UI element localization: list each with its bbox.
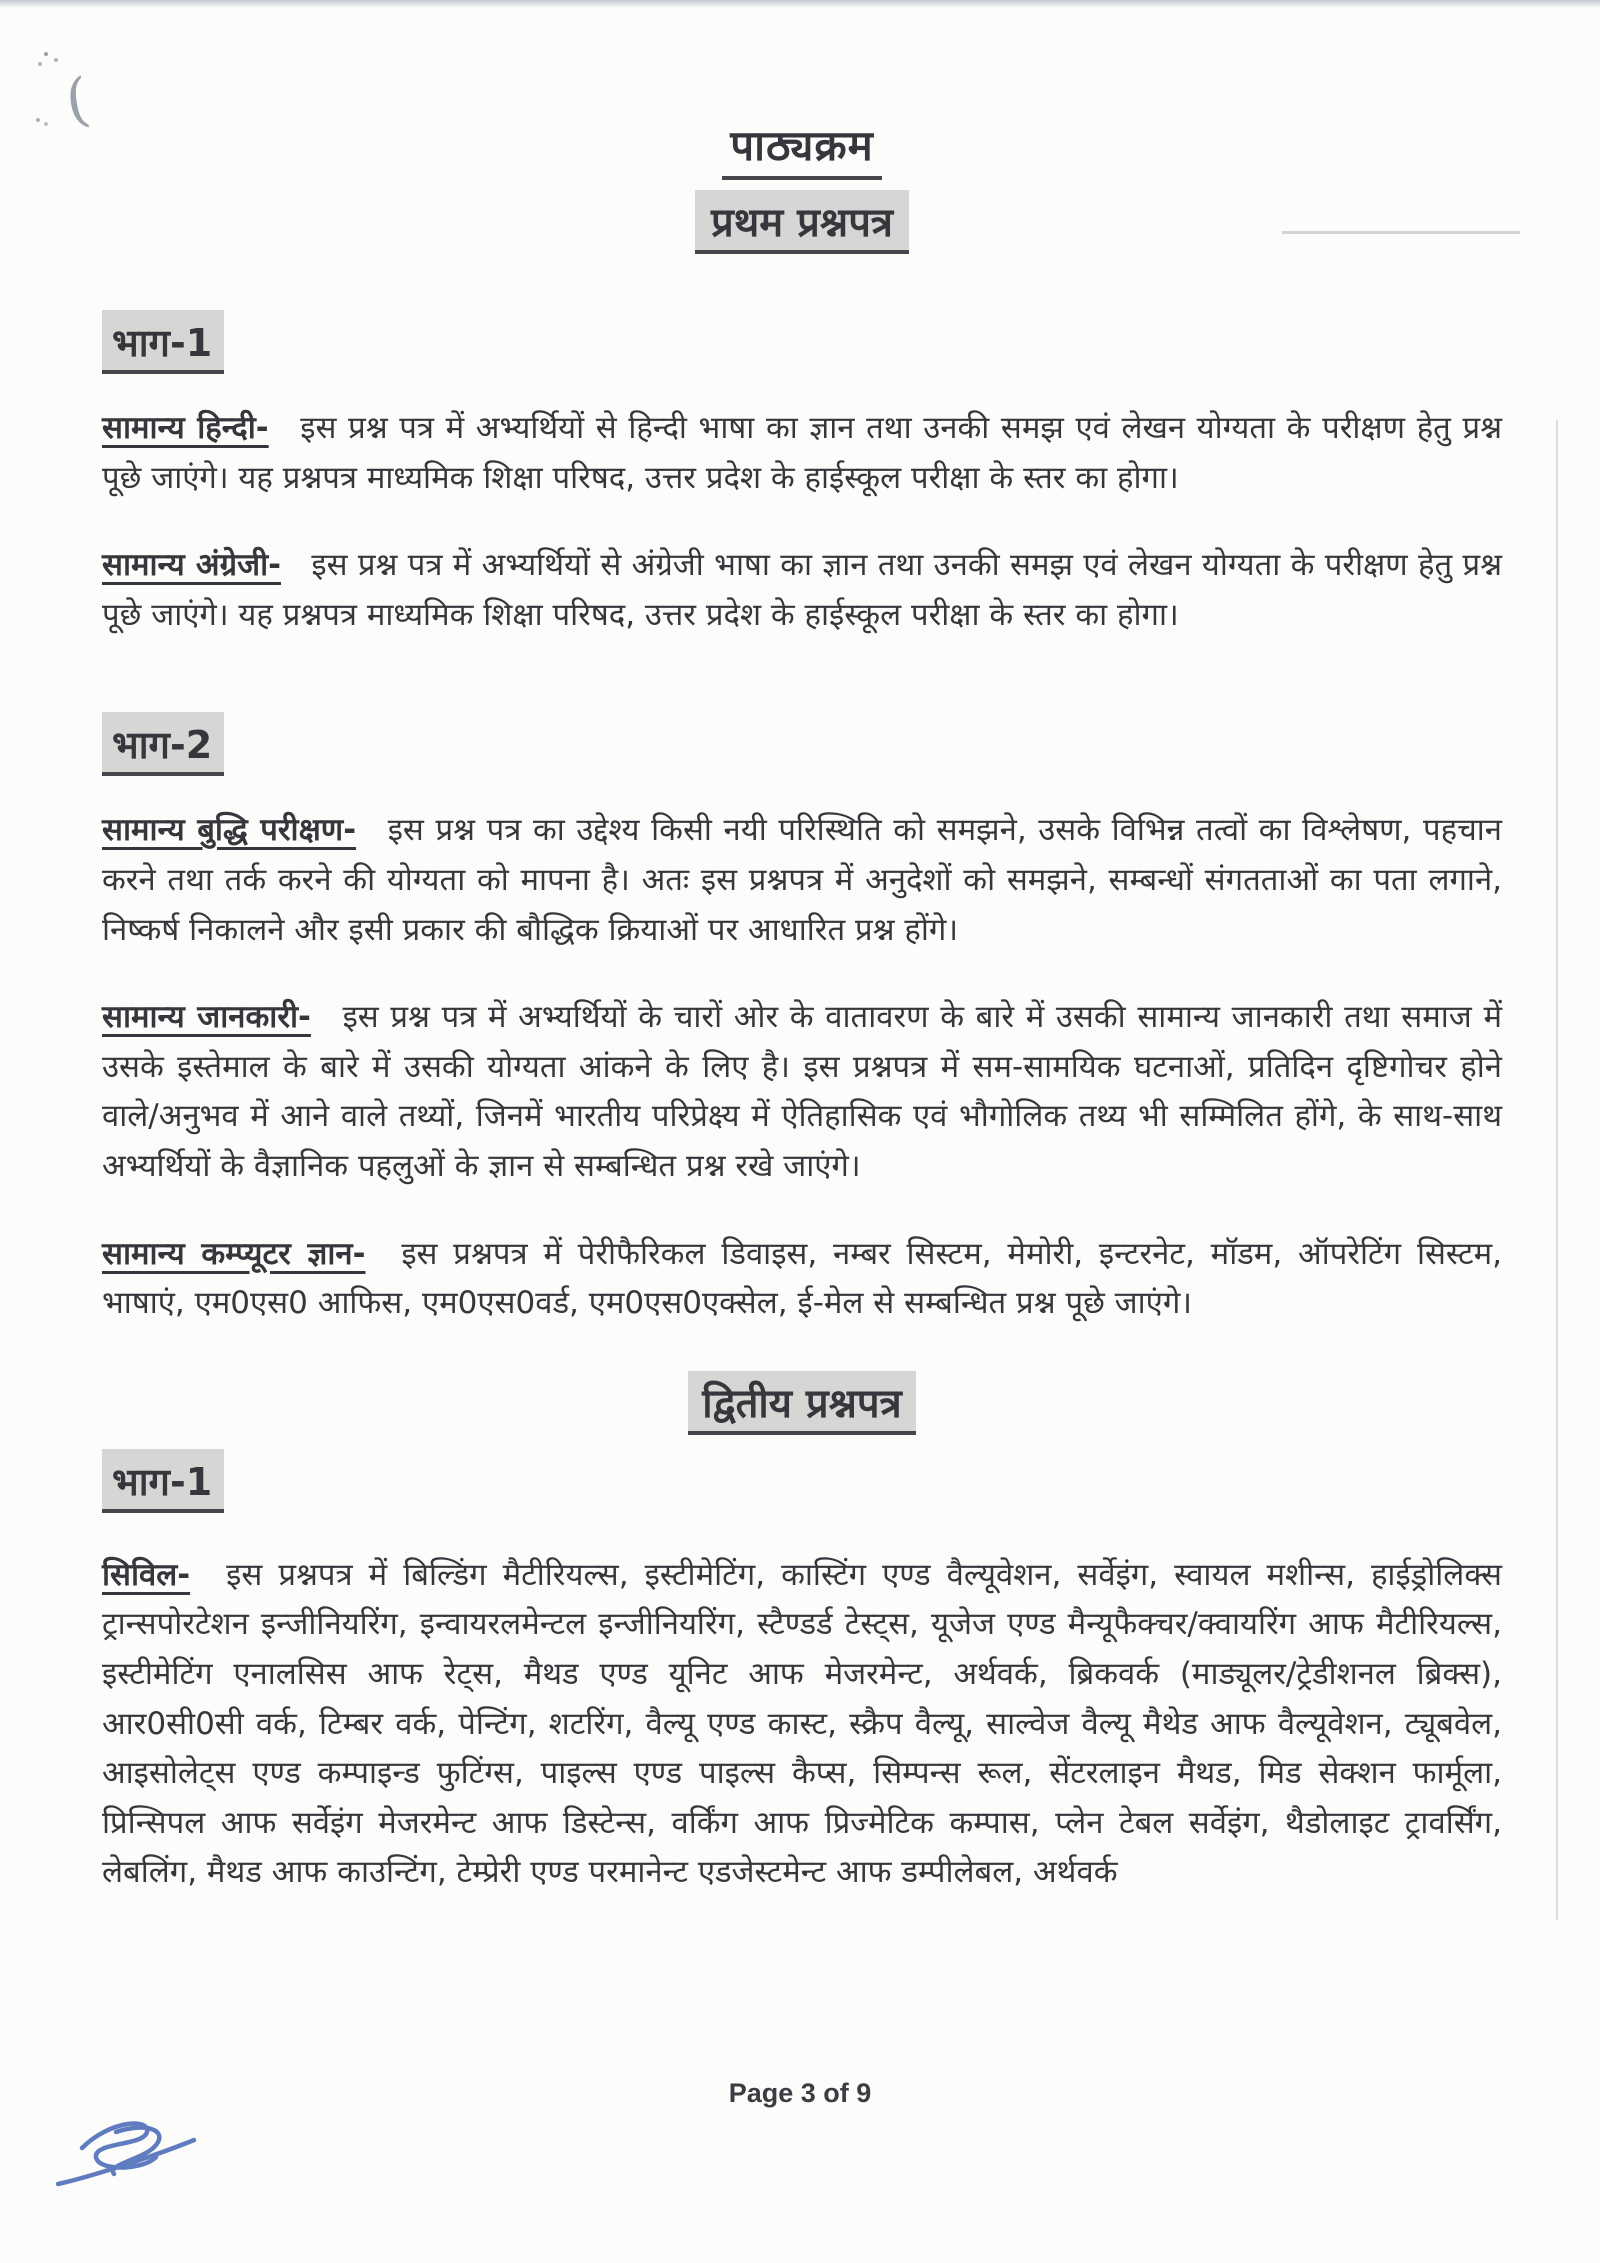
page-number-footer: Page 3 of 9 bbox=[728, 2078, 872, 2108]
paragraph-lead: सामान्य अंग्रेजी- bbox=[102, 547, 282, 584]
paper1-heading bbox=[102, 190, 1502, 254]
paragraph-lead: सामान्य बुद्धि परीक्षण- bbox=[102, 812, 357, 849]
paragraph-text: इस प्रश्न पत्र का उद्देश्य किसी नयी परिस्थिति को समझने, उसके विभिन्न तत्वों का विश्लेषण, पहचान करने तथा तर्क करने की योग्यता को मापना है। अतः इस प्रश्नपत्र में अनुदेशों को समझने, सम्बन्धों संगतताओं का पता लगाने, निष्कर्ष निकालने और इसी प्रकार की बौद्धिक क्रियाओं पर आधारित प्रश्न होंगे। bbox=[102, 812, 1502, 948]
paragraph-general-english bbox=[102, 541, 1502, 640]
paragraph-general-computer bbox=[102, 1230, 1502, 1329]
paragraph-text: इस प्रश्नपत्र में पेरीफैरिकल डिवाइस, नम्बर सिस्टम, मेमोरी, इन्टरनेट, मॉडम, ऑपरेटिंग सिस्टम, भाषाएं, एम0एस0 आफिस, एम0एस0वर्ड, एम0एस0एक्सेल, ई-मेल से सम्बन्धित प्रश्न पूछे जाएंगे। bbox=[102, 1235, 1503, 1322]
document-title bbox=[102, 116, 1502, 180]
paragraph-text: इस प्रश्नपत्र में बिल्डिंग मैटीरियल्स, इस्टीमेटिंग, कास्टिंग एण्ड वैल्यूवेशन, सर्वेइंग, स्वायल मशीन्स, हाईड्रोलिक्स ट्रान्सपोरटेशन इन्जीनियरिंग, इन्वायरलमेन्टल इन्जीनियरिंग, स्टैण्डर्ड टेस्ट्स, यूजेज एण्ड मैन्यूफैक्चर/क्वायरिंग आफ मैटीरियल्स, इस्टीमेटिंग एनालसिस आफ रेट्स, मैथड एण्ड यूनिट आफ मेजरमेन्ट, अर्थवर्क, ब्रिकवर्क (माड्यूलर/ट्रेडीशनल ब्रिक्स), आर0सी0सी वर्क, टिम्बर वर्क, पेन्टिंग, शटरिंग, वैल्यू एण्ड कास्ट, स्क्रैप वैल्यू, साल्वेज वैल्यू मैथेड आफ वैल्यूवेशन, ट्यूबवेल, आइसोलेट्स एण्ड कम्पाइन्ड फुटिंग्स, पाइल्स एण्ड पाइल्स कैप्स, सिम्पन्स रूल, सेंटरलाइन मैथड, मिड सेक्शन फार्मूला, प्रिन्सिपल आफ सर्वेइंग मेजरमेन्ट आफ डिस्टेन्स, वर्किंग आफ प्रिज्मेटिक कम्पास, प्लेन टेबल सर्वेइंग, थैडोलाइट ट्रावर्सिंग, लेबलिंग, मैथड आफ काउन्टिंग, टेम्प्रेरी एण्ड परमानेन्ट एडजेस्टमेन्ट आफ डम्पीलेबल, अर्थवर्क bbox=[102, 1556, 1502, 1891]
paragraph-general-knowledge bbox=[102, 993, 1502, 1191]
scan-fold-line bbox=[1556, 420, 1558, 1920]
section-heading-part2 bbox=[102, 712, 1502, 776]
paragraph-general-hindi bbox=[102, 404, 1502, 503]
paragraph-lead: सामान्य कम्प्यूटर ज्ञान- bbox=[102, 1235, 366, 1272]
section-heading-part2-text: भाग-2 bbox=[102, 712, 224, 776]
paper2-heading bbox=[102, 1371, 1502, 1435]
scan-paren-mark: ( bbox=[60, 64, 94, 136]
scan-speckle bbox=[36, 118, 40, 122]
scan-speckle bbox=[44, 52, 48, 56]
paper1-heading-text: प्रथम प्रश्नपत्र bbox=[695, 190, 909, 254]
document-title-text: पाठ्यक्रम bbox=[722, 116, 882, 180]
document-body bbox=[102, 0, 1502, 1929]
section-heading-part1 bbox=[102, 310, 1502, 374]
signature bbox=[52, 2112, 212, 2202]
section-heading-paper2-part1 bbox=[102, 1449, 1502, 1513]
section-heading-part1-text: भाग-1 bbox=[102, 310, 224, 374]
paragraph-text: इस प्रश्न पत्र में अभ्यर्थियों से हिन्दी भाषा का ज्ञान तथा उनकी समझ एवं लेखन योग्यता के परीक्षण हेतु प्रश्न पूछे जाएंगे। यह प्रश्नपत्र माध्यमिक शिक्षा परिषद, उत्तर प्रदेश के हाईस्कूल परीक्षा के स्तर का होगा। bbox=[102, 410, 1502, 496]
paragraph-lead: सामान्य हिन्दी- bbox=[102, 410, 269, 446]
paper2-heading-text: द्वितीय प्रश्नपत्र bbox=[688, 1371, 916, 1435]
paragraph-text: इस प्रश्न पत्र में अभ्यर्थियों से अंग्रेजी भाषा का ज्ञान तथा उनकी समझ एवं लेखन योग्यता के परीक्षण हेतु प्रश्न पूछे जाएंगे। यह प्रश्नपत्र माध्यमिक शिक्षा परिषद, उत्तर प्रदेश के हाईस्कूल परीक्षा के स्तर का होगा। bbox=[102, 547, 1503, 633]
paragraph-civil bbox=[102, 1551, 1502, 1898]
paragraph-lead: सामान्य जानकारी- bbox=[102, 999, 311, 1036]
paragraph-text: इस प्रश्न पत्र में अभ्यर्थियों के चारों ओर के वातावरण के बारे में उसकी सामान्य जानकारी तथा समाज में उसके इस्तेमाल के बारे में उसकी योग्यता आंकने के लिए है। इस प्रश्नपत्र में सम-सामयिक घटनाओं, प्रतिदिन दृष्टिगोचर होने वाले/अनुभव में आने वाले तथ्यों, जिनमें भारतीय परिप्रेक्ष्य में ऐतिहासिक एवं भौगोलिक तथ्य भी सम्मिलित होंगे, के साथ-साथ अभ्यर्थियों के वैज्ञानिक पहलुओं के ज्ञान से सम्बन्धित प्रश्न रखे जाएंगे। bbox=[102, 999, 1502, 1184]
paragraph-lead: सिविल- bbox=[102, 1556, 191, 1593]
paragraph-general-intelligence bbox=[102, 806, 1502, 955]
section-heading-paper2-part1-text: भाग-1 bbox=[102, 1449, 224, 1513]
